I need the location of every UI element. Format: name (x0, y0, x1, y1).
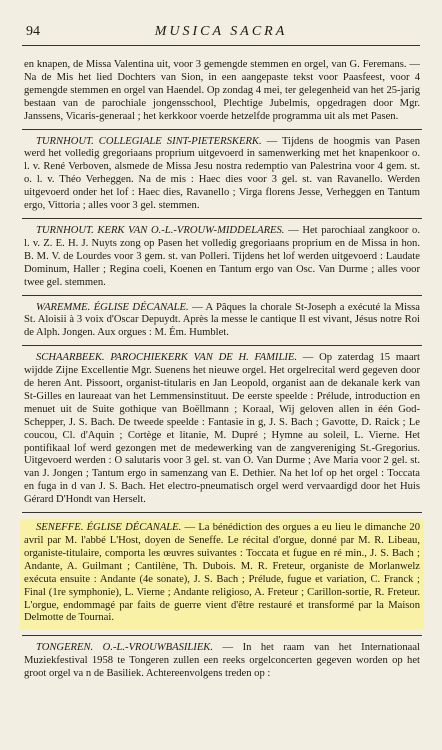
section-divider (22, 512, 422, 513)
section-heading: WAREMME. ÉGLISE DÉCANALE. (36, 301, 189, 313)
section-divider (22, 295, 422, 296)
section-waremme (24, 302, 420, 341)
article-body (24, 59, 420, 681)
section-divider (22, 129, 422, 130)
paragraph-text: — In het raam van het Internationaal Muziekfestival 1958 te Tongeren zullen een reeks orgelconcerten gegeven worden op het groot orgel va n de Basiliek. Achtereenvolgens treden op : (24, 642, 420, 680)
highlighted-section (20, 519, 424, 630)
section-tongeren (24, 642, 420, 681)
paragraph-text: — A Pâques la chorale St-Joseph a exécuté la Missa St. Aloisii à 3 voix d'Oscar Depuydt. Après la messe le cantique Il est vivant, Jésus notre Roi de Alph. Jongen. Aux orgues : M. Ém. Humblet. (24, 301, 420, 339)
section-schaarbeek (24, 352, 420, 507)
section-turnhout-collegiale (24, 136, 420, 213)
page-number: 94 (26, 24, 40, 39)
section-heading: TONGEREN. O.-L.-VROUWBASILIEK. (36, 642, 214, 654)
paragraph-text: en knapen, de Missa Valentina uit, voor 3 gemengde stemmen en orgel, van G. Feremans. — Na de Mis het lied Dochters van Sion, in een aangepaste tekst voor Paasfeest, voor 4 gemengde stemmen en orgel van Haendel. Op zondag 4 mei, ter gelegenheid van het 25-jarig bestaan van de parochiale jongensschool, Plechtige Jubelmis, opgedragen door Mgr. Janssens, Vicaris-generaal ; het kerkkoor voerde hetzelfde programma uit als met Pasen. (24, 59, 420, 122)
section-heading: SCHAARBEEK. PAROCHIEKERK VAN DE H. FAMILIE. (36, 352, 298, 364)
paragraph-text: — Het parochiaal zangkoor o. l. v. Z. E. H. J. Nuyts zong op Pasen het volledig gregoriaans proprium en de Missa in hon. B. M. V. de Lourdes voor 3 gem. st. van Polleri. Tijdens het lof werden uitgevoerd : Laudate Dominum, Haller ; Regina coeli, Koenen en Tantum ergo van Osc. Van Durme ; alles voor twee gel. stemmen. (24, 224, 421, 288)
paragraph-text: — Tijdens de hoogmis van Pasen werd het volledig gregoriaans proprium uitgevoerd in samenwerking met het knapenkoor o. l. v. René Verboven, alsmede de Missa Jesu nostra redemptio van Palestrina voor 4 gem. st. o. l. v. Théo Verheggen. Na de mis : Haec dies voor 3 gel. st. van Ravanello. Werden uitgevoerd onder het lof : Haec dies, Ravanello ; Virga florens Jesse, Verheggen en Tantum ergo, Vittoria ; alles voor 3 gel. stemmen. (24, 135, 420, 212)
section-seneffe (24, 522, 420, 625)
header-rule (22, 45, 420, 46)
section-heading: SENEFFE. ÉGLISE DÉCANALE. (36, 522, 182, 534)
section-divider (22, 345, 422, 346)
page-header (0, 24, 442, 42)
section-heading: TURNHOUT. KERK VAN O.-L.-VROUW-MIDDELARES. (36, 224, 285, 236)
paragraph-text: — La bénédiction des orgues a eu lieu le dimanche 20 avril par M. l'abbé L'Host, doyen de Seneffe. Le récital d'orgue, donné par M. R. Libeau, organiste-titulaire, comporta les œuvres suivantes : Toccata et fugue en ré min., J. S. Bach ; Andante, A. Guilmant ; Cantilène, Th. Dubois. M. R. Freteur, organiste de Morlanwelz exécuta ensuite : Andante (4e sonate), J. S. Bach ; Prélude, fugue et variation, C. Franck ; Final (1re symphonie), L. Vierne ; Andante religioso, A. Freteur ; Carillon-sortie, R. Freteur. L'orgue, endommagé par faits de guerre vient d'être restauré et transformé par la Maison Delmotte de Tournai. (24, 522, 420, 624)
section-divider (22, 635, 422, 636)
section-divider (22, 218, 422, 219)
paragraph-text: — Op zaterdag 15 maart wijdde Zijne Excellentie Mgr. Suenens het nieuwe orgel. Het orgelrecital werd gegeven door de heren Ant. Pissoort, organist-titularis en Jan Leopold, organist aan de dekanale kerk van St-Gilles en laureaat van het Lemmensinstituut. De eerste speelde : Prélude, introduction en menuet uit de Suite gothique van Boëllmann ; Koraal, Wij geloven allen in één God-Schepper, J. S. Bach. De tweede speelde : Fantasie in g, J. S. Bach ; Gavotte, D. Raick ; Le coucou, Cl. d'Aquin ; Cortège et litanie, M. Dupré ; Hymne au soleil, L. Vierne. Het pontifikaal lof werd gezongen met de medewerking van de zangvereniging St.-Gregorius. Uitgevoerd werden : O salutaris voor 3 gel. st. van O. Van Durme ; Ave Maria voor 2 gel. st. van J. Jongen ; Tantum ergo in samenzang van E. Dethier. Na het lof op het orgel : Toccata en fuga in d van J. S. Bach. Het electro-pneumatisch orgel werd vervaardigd door het Huis Gérard D'Hondt van Herselt. (24, 352, 420, 506)
section-heading: TURNHOUT. COLLEGIALE SINT-PIETERSKERK. (36, 135, 262, 147)
running-title: MUSICA SACRA (154, 24, 288, 39)
section-turnhout-middelares (24, 225, 420, 290)
paragraph-continuation (24, 59, 420, 124)
